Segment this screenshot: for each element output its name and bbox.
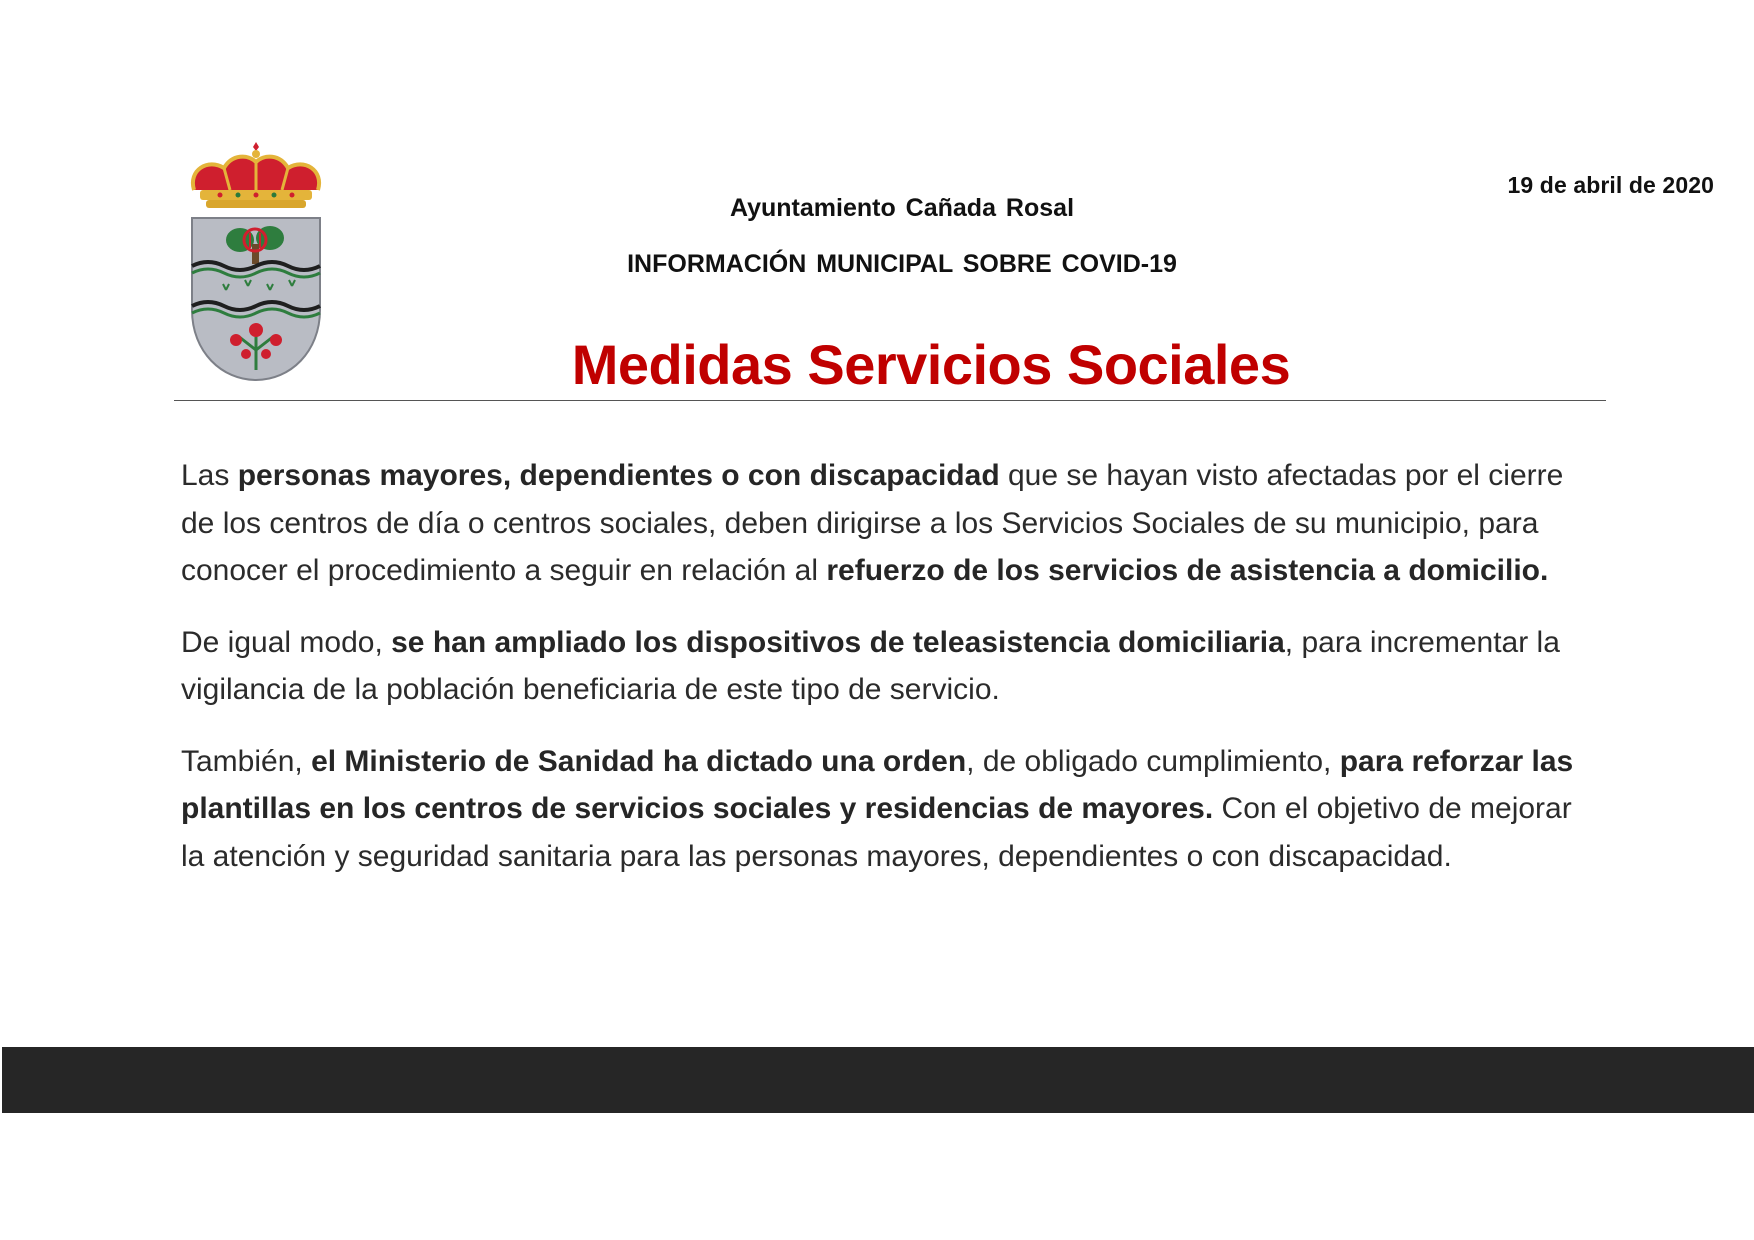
text-run: que se hayan visto afectadas por el cierre de los centros de día o centros sociales, deben dirigirse a los Servicios Sociales de su municipio, para conocer el procedimiento a seguir en relación al bbox=[181, 459, 1564, 587]
text-run-bold: personas mayores, dependientes o con discapacidad bbox=[237, 459, 1000, 492]
page-title: Medidas Servicios Sociales bbox=[571, 333, 1291, 396]
text-run-bold: refuerzo de los servicios de asistencia a domicilio. bbox=[826, 554, 1549, 587]
text-run: , para incrementar la vigilancia de la población beneficiaria de este tipo de servicio. bbox=[181, 625, 1560, 706]
text-run: De igual modo, bbox=[181, 625, 392, 659]
text-run: También, bbox=[181, 744, 312, 778]
text-run-bold: se han ampliado los dispositivos de teleasistencia domiciliaria bbox=[391, 625, 1285, 659]
title-divider bbox=[174, 400, 1606, 401]
document-date: 19 de abril de 2020 bbox=[1507, 172, 1714, 198]
text-run: Con el objetivo de mejorar la atención y seguridad sanitaria para las personas mayores, dependientes o con discapacidad. bbox=[181, 792, 1572, 873]
document-subtitle: INFORMACIÓN MUNICIPAL SOBRE COVID-19 bbox=[627, 250, 1177, 278]
paragraph-1 bbox=[181, 452, 1601, 595]
body-text bbox=[181, 452, 1601, 904]
text-run-bold: el Ministerio de Sanidad ha dictado una orden bbox=[311, 744, 967, 778]
text-run-bold: para reforzar las plantillas en los centros de servicios sociales y residencias de mayores. bbox=[181, 744, 1574, 825]
text-run: , de obligado cumplimiento, bbox=[966, 744, 1340, 778]
paragraph-3 bbox=[181, 738, 1601, 881]
organization-name: Ayuntamiento Cañada Rosal bbox=[729, 194, 1075, 222]
text-run: Las bbox=[181, 459, 238, 492]
footer-bar bbox=[2, 1047, 1754, 1113]
paragraph-2 bbox=[181, 619, 1601, 714]
